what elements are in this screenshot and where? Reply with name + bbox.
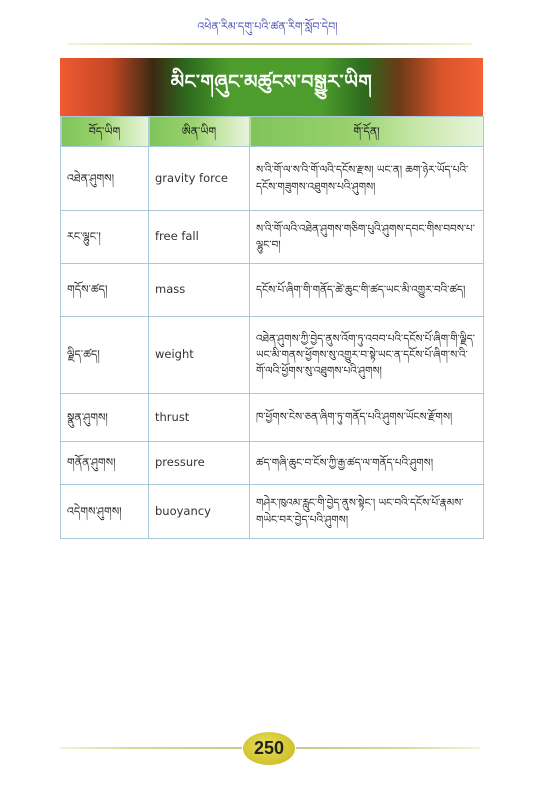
term-english: gravity force xyxy=(149,147,250,211)
header-definition: གོ་དོན། xyxy=(250,117,484,147)
term-definition: འཐེན་ཤུགས་ཀྱི་བྱེད་ནུས་འོག་ཏུ་འབབ་པའི་དངོས་པོ་ཞིག་གི་ལྗིད་ཡང་མི་གནས་ཕྱོགས་སུ་འགྱུར་བ་སྟེ་ཡང་ན་དངོས་པོ་ཞིག་ས་འི་གོ་ལའི་ཕྱོགས་སུ་འཐུགས་པའི་ཤུགས། xyxy=(250,317,484,394)
term-definition: ས་འི་གོ་ལ་ས་འི་གོ་ལའི་དངོས་རྫས། ཡང་ན། ཆག་ཉེར་ཡོད་པའི་དངོས་གཟུགས་འཐུགས་པའི་ཤུགས། xyxy=(250,147,484,211)
term-tibetan: འདེགས་ཤུགས། xyxy=(61,485,149,539)
table-row xyxy=(61,147,484,211)
term-definition: གཤེར་ཁུའམ་རླུང་གི་བྱེད་ནུས་སྟེང་། ཡང་བའི་དངོས་པོ་རྣམས་གཡེང་བར་བྱེད་པའི་ཤུགས། xyxy=(250,485,484,539)
table-title: མིང་གཞུང་མཚུངས་བསྒྱུར་ཡིག xyxy=(170,71,373,93)
term-definition: ཚད་གཞི་ཆུང་བ་ངོས་ཀྱི་རྒྱ་ཚད་ལ་གནོད་པའི་ཤུགས། xyxy=(250,442,484,485)
term-english: free fall xyxy=(149,211,250,264)
table-row xyxy=(61,317,484,394)
header-rule xyxy=(68,43,472,45)
term-tibetan: གདོས་ཚད། xyxy=(61,264,149,317)
term-tibetan: ལྗིད་ཚད། xyxy=(61,317,149,394)
header-row xyxy=(61,117,484,147)
term-english: buoyancy xyxy=(149,485,250,539)
table-row xyxy=(61,211,484,264)
table-row xyxy=(61,442,484,485)
header-english: ཨིན་ཡིག xyxy=(149,117,250,147)
running-head: འཕེན་རིམ་དགུ་པའི་ཚན་རིག་སློབ་དེབ། xyxy=(197,20,338,33)
term-definition: དངོས་པོ་ཞིག་གི་གནོད་ཚེ་ཆུང་གི་ཚད་ཡང་མི་འགྱུར་བའི་ཚད། xyxy=(250,264,484,317)
footer-rule-left xyxy=(60,747,242,749)
table-row xyxy=(61,394,484,442)
glossary-grid xyxy=(60,116,484,539)
footer-rule-right xyxy=(296,747,480,749)
term-english: thrust xyxy=(149,394,250,442)
page-number: 250 xyxy=(243,732,295,765)
term-english: pressure xyxy=(149,442,250,485)
glossary-table xyxy=(60,58,483,539)
term-definition: ས་འི་གོ་ལའི་འཐེན་ཤུགས་གཅིག་པུའི་ཤུགས་དབང་གིས་བབས་པ་ལྷུང་བ། xyxy=(250,211,484,264)
term-tibetan: རང་ལྷུང་། xyxy=(61,211,149,264)
term-tibetan: འཐེན་ཤུགས། xyxy=(61,147,149,211)
term-english: mass xyxy=(149,264,250,317)
table-title-banner xyxy=(60,58,483,116)
table-row xyxy=(61,264,484,317)
term-tibetan: སྣུན་ཤུགས། xyxy=(61,394,149,442)
term-definition: ཁ་ཕྱོགས་ངེས་ཅན་ཞིག་ཏུ་གནོད་པའི་ཤུགས་ཡོངས་རྫོགས། xyxy=(250,394,484,442)
header-tibetan: བོད་ཡིག xyxy=(61,117,149,147)
table-row xyxy=(61,485,484,539)
term-english: weight xyxy=(149,317,250,394)
term-tibetan: གནོན་ཤུགས། xyxy=(61,442,149,485)
